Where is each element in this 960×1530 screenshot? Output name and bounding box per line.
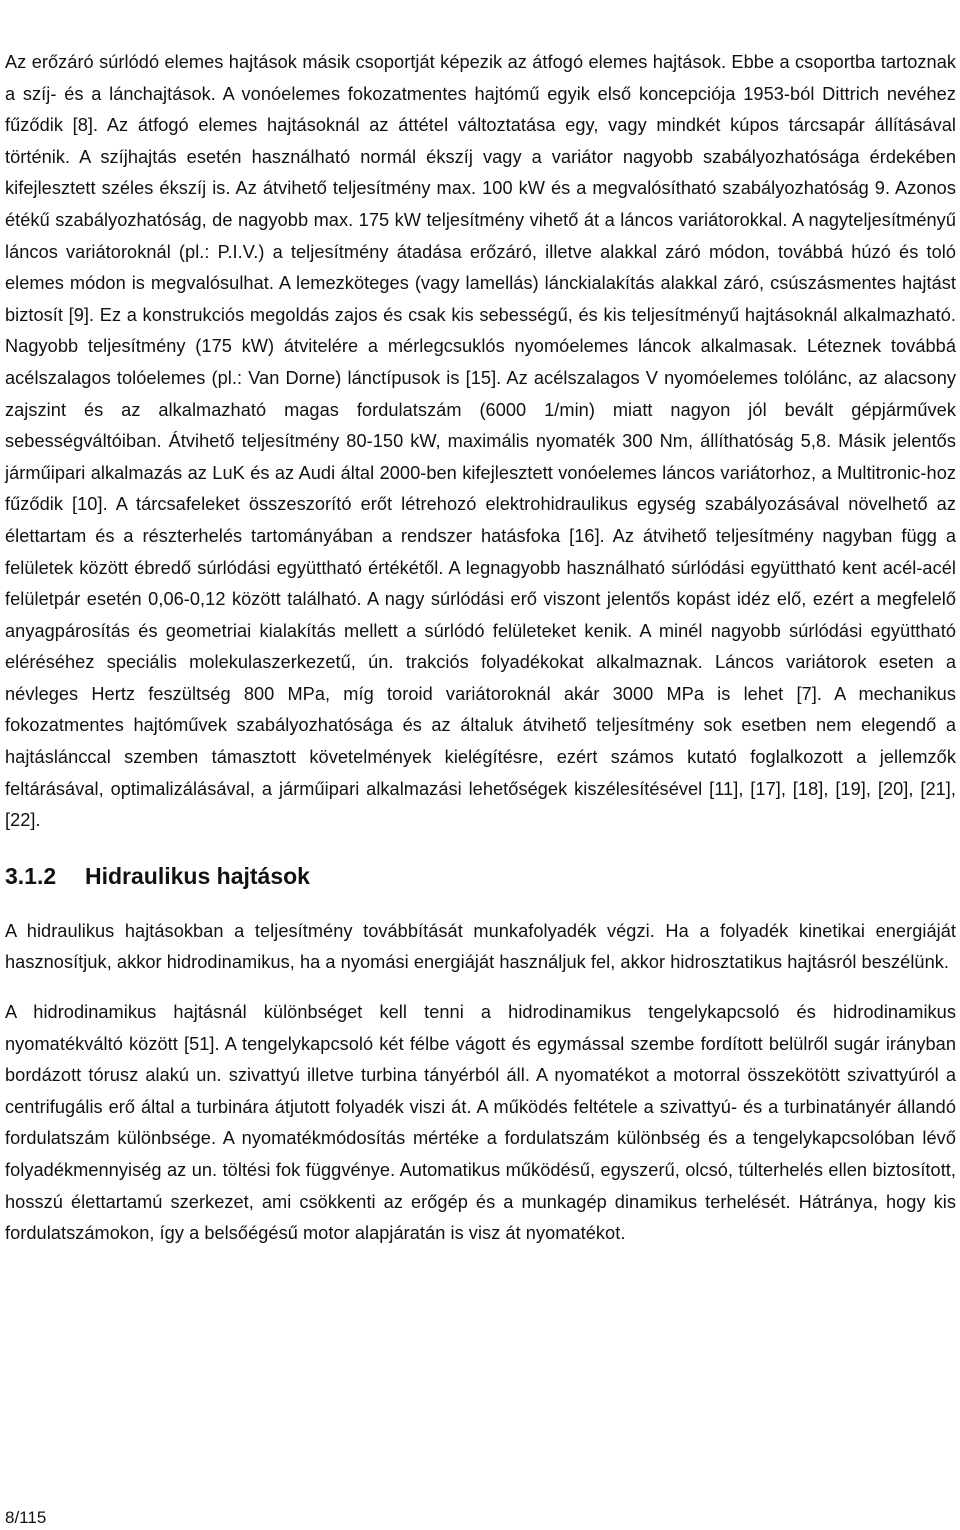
section-number: 3.1.2 bbox=[5, 862, 57, 889]
section-title: Hidraulikus hajtások bbox=[85, 862, 310, 889]
section-heading bbox=[5, 861, 956, 891]
page-number: 8/115 bbox=[5, 1508, 47, 1527]
paragraph-hydraulic-intro: A hidraulikus hajtásokban a teljesítmény továbbítását munkafolyadék végzi. Ha a folyadék kinetikai energiáját hasznosítjuk, akkor hidrodinamikus, ha a nyomási energiáját használjuk fel, akkor hidrosztatikus hajtásról beszélünk. bbox=[5, 920, 956, 973]
document-page bbox=[5, 47, 956, 1250]
paragraph-intro: Az erőzáró súrlódó elemes hajtások másik csoportját képezik az átfogó elemes hajtások. Ebbe a csoportba tartoznak a szíj- és a lánchajtások. A vonóelemes fokozatmentes hajtómű egyik első koncepciója 1953-ból Dittrich nevéhez fűződik [8]. Az átfogó elemes hajtásoknál az áttétel változtatása egy, vagy mindkét kúpos tárcsapár állításával történik. A szíjhajtás esetén használható normál ékszíj vagy a variátor nagyobb szabályozhatósága érdekében kifejlesztett széles ékszíj is. Az átvihető teljesítmény max. 100 kW és a megvalósítható szabályozhatóság 9. Azonos étékű szabályozhatóság, de nagyobb max. 175 kW teljesítmény vihető át a láncos variátorokkal. A nagyteljesítményű láncos variátoroknál (pl.: P.I.V.) a teljesítmény átadása erőzáró, illetve alakkal záró módon, továbbá húzó és toló elemes módon is megvalósulhat. A lemezköteges (vagy lamellás) lánckialakítás alakkal záró, csúszásmentes hajtást biztosít [9]. Ez a konstrukciós megoldás zajos és csak kis sebességű, és kis teljesítményű hajtásoknál alkalmazható. Nagyobb teljesítmény (175 kW) átvitelére a mérlegcsuklós nyomóelemes láncok alkalmasak. Léteznek továbbá acélszalagos tolóelemes (pl.: Van Dorne) lánctípusok is [15]. Az acélszalagos V nyomóelemes tolólánc, az alacsony zajszint és az alkalmazható magas fordulatszám (6000 1/min) miatt nagyon jól bevált gépjárművek sebességváltóiban. Átvihető teljesítmény 80-150 kW, maximális nyomaték 300 Nm, állíthatóság 5,8. Másik jelentős járműipari alkalmazás az LuK és az Audi által 2000-ben kifejlesztett vonóelemes láncos variátorhoz, a Multitronic-hoz fűződik [10]. A tárcsafeleket összeszorító erőt létrehozó elektrohidraulikus egység szabályozásával növelhető az élettartam és a részterhelés tartományában a rendszer hatásfoka [16]. Az átvihető teljesítmény nagyban függ a felületek között ébredő súrlódási együttható értékétől. A legnagyobb használható súrlódási együttható kent acél-acél felületpár esetén 0,06-0,12 között található. A nagy súrlódási erő viszont jelentős kopást idéz elő, ezért a megfelelő anyagpárosítás és geometriai kialakítás mellett a súrlódó felületeket kenik. A minél nagyobb súrlódási együttható eléréséhez speciális molekulaszerkezetű, ún. trakciós folyadékokat alkalmaznak. Láncos variátorok eseten a névleges Hertz feszültség 800 MPa, míg toroid variátoroknál akár 3000 MPa is lehet [7]. A mechanikus fokozatmentes hajtóművek szabályozhatósága és az általuk átvihető teljesítmény sok esetben nem elegendő a hajtáslánccal szemben támasztott követelmények kielégítésre, ezért számos kutató foglalkozott a jellemzők feltárásával, optimalizálásával, a járműipari alkalmazási lehetőségek kiszélesítésével [11], [17], [18], [19], [20], [21], [22]. bbox=[5, 52, 956, 831]
paragraph-hydrodynamic: A hidrodinamikus hajtásnál különbséget kell tenni a hidrodinamikus tengelykapcsoló és hidrodinamikus nyomatékváltó között [51]. A tengelykapcsoló két félbe vágott és egymással szembe fordított belülről sugár irányban bordázott tórusz alakú un. szivattyú illetve turbina tányérból áll. A nyomatékot a motorral összekötött szivattyúról a centrifugális erő által a turbinára átjutott folyadék viszi át. A működés feltétele a szivattyú- és a turbinatányér állandó fordulatszám különbsége. A nyomatékmódosítás mértéke a fordulatszám különbség és a tengelykapcsolóban lévő folyadékmennyiség az un. töltési fok függvénye. Automatikus működésű, egyszerű, olcsó, túlterhelés ellen biztosított, hosszú élettartamú szerkezet, ami csökkenti az erőgép és a munkagép dinamikus terhelését. Hátránya, hogy kis fordulatszámokon, így a belsőégésű motor alapjáratán is visz át nyomatékot. bbox=[5, 1002, 956, 1244]
